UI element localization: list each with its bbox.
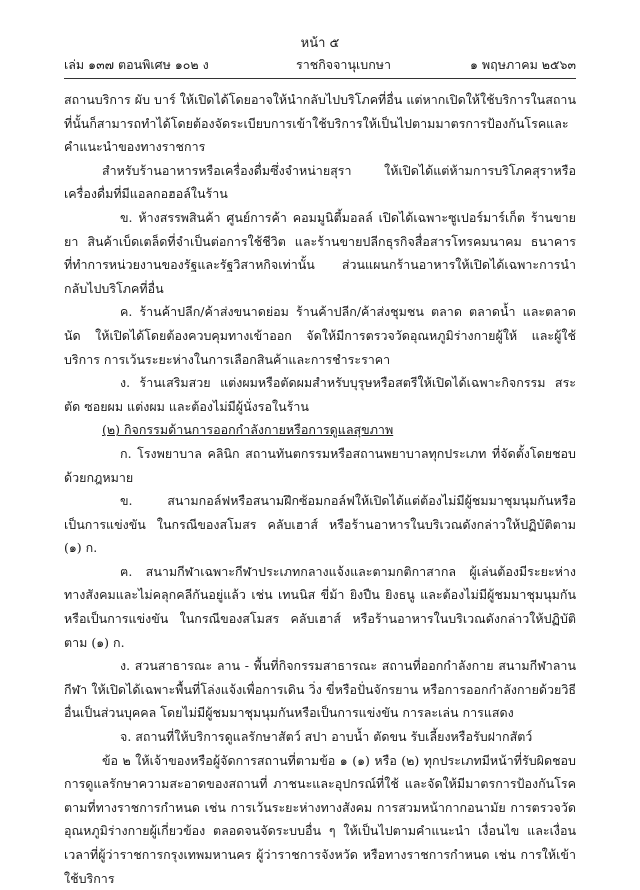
paragraph: จ. สถานที่ให้บริการดูแลรักษาสัตว์ สปา อาบน้ำ ตัดขน รับเลี้ยงหรือรับฝากสัตว์: [120, 729, 533, 745]
paragraph: (๒) กิจกรรมด้านการออกกำลังกายหรือการดูแลสุขภาพ: [102, 422, 394, 438]
paragraph: ข. สนามกอล์ฟหรือสนามฝึกซ้อมกอล์ฟให้เปิดได้แต่ต้องไม่มีผู้ชมมาชุมนุมกันหรือเป็นการแข่งขัน ในกรณีของสโมสร คลับเฮาส์ หรือร้านอาหารในบริเวณดังกล่าวให้ปฏิบัติตาม (๑) ก.: [64, 493, 576, 556]
paragraph: ข. ห้างสรรพสินค้า ศูนย์การค้า คอมมูนิตี้มอลล์ เปิดได้เฉพาะซูเปอร์มาร์เก็ต ร้านขายยา สินค้าเบ็ดเตล็ดที่จำเป็นต่อการใช้ชีวิต และร้านขายปลีกธุรกิจสื่อสารโทรคมนาคม ธนาคาร ที่ทำการหน่วยงานของรัฐและรัฐวิสาหกิจเท่านั้น ส่วนแผนกร้านอาหารให้เปิดได้เฉพาะการนำกลับไปบริโภคที่อื่น: [64, 209, 576, 296]
header-rule: [64, 78, 576, 79]
document-body: [64, 88, 576, 890]
header-volume: เล่ม ๑๓๗ ตอนพิเศษ ๑๐๒ ง: [64, 57, 209, 72]
page-number: หน้า ๕: [300, 36, 340, 51]
paragraph: ค. ร้านค้าปลีก/ค้าส่งขนาดย่อม ร้านค้าปลีก/ค้าส่งชุมชน ตลาด ตลาดน้ำ และตลาดนัด ให้เปิดได้โดยต้องควบคุมทางเข้าออก จัดให้มีการตรวจวัดอุณหภูมิร่างกายผู้ให้ และผู้ใช้บริการ การเว้นระยะห่างในการเลือกสินค้าและการชำระราคา: [64, 304, 576, 367]
paragraph: ง. สวนสาธารณะ ลาน - พื้นที่กิจกรรมสาธารณะ สถานที่ออกกำลังกาย สนามกีฬาลานกีฬา ให้เปิดได้เฉพาะพื้นที่โล่งแจ้งเพื่อการเดิน วิ่ง ขี่หรือปั่นจักรยาน หรือการออกกำลังกายด้วยวิธีอื่นเป็นส่วนบุคคล โดยไม่มีผู้ชมมาชุมนุมกันหรือเป็นการแข่งขัน การละเล่น การแสดง: [64, 658, 576, 721]
paragraph: ก. โรงพยาบาล คลินิก สถานทันตกรรมหรือสถานพยาบาลทุกประเภท ที่จัดตั้งโดยชอบด้วยกฎหมาย: [64, 445, 576, 485]
header-section: ราชกิจจานุเบกษา: [296, 57, 392, 72]
paragraph: ข้อ ๒ ให้เจ้าของหรือผู้จัดการสถานที่ตามข้อ ๑ (๑) หรือ (๒) ทุกประเภทมีหน้าที่รับผิดชอบการดูแลรักษาความสะอาดของสถานที่ ภาชนะและอุปกรณ์ที่ใช้ และจัดให้มีมาตรการป้องกันโรคตามที่ทางราชการกำหนด เช่น การเว้นระยะห่างทางสังคม การสวมหน้ากากอนามัย การตรวจวัดอุณหภูมิร่างกายผู้เกี่ยวข้อง ตลอดจนจัดระบบอื่น ๆ ให้เป็นไปตามคำแนะนำ เงื่อนไข และเงื่อนเวลาที่ผู้ว่าราชการกรุงเทพมหานคร ผู้ว่าราชการจังหวัด หรือทางราชการกำหนด เช่น การให้เข้าใช้บริการ: [64, 752, 576, 886]
paragraph: สถานบริการ ผับ บาร์ ให้เปิดได้โดยอาจให้นำกลับไปบริโภคที่อื่น แต่หากเปิดให้ใช้บริการในสถานที่นั้นก็สามารถทำได้โดยต้องจัดระเบียบการเข้าใช้บริการให้เป็นไปตามมาตรการป้องกันโรคและคำแนะนำของทางราชการ: [64, 92, 576, 155]
header-date: ๑ พฤษภาคม ๒๕๖๓: [470, 57, 576, 72]
page-header: [64, 55, 576, 73]
paragraph: ง. ร้านเสริมสวย แต่งผมหรือตัดผมสำหรับบุรุษหรือสตรีให้เปิดได้เฉพาะกิจกรรม สระ ตัด ซอยผม แต่งผม และต้องไม่มีผู้นั่งรอในร้าน: [64, 375, 576, 414]
paragraph: สำหรับร้านอาหารหรือเครื่องดื่มซึ่งจำหน่ายสุรา ให้เปิดได้แต่ห้ามการบริโภคสุราหรือเครื่องดื่มที่มีแอลกอฮอล์ในร้าน: [64, 162, 576, 202]
paragraph: ฅ. สนามกีฬาเฉพาะกีฬาประเภทกลางแจ้งและตามกติกาสากล ผู้เล่นต้องมีระยะห่างทางสังคมและไม่คลุกคลีกันอยู่แล้ว เช่น เทนนิส ขี่ม้า ยิงปืน ยิงธนู และต้องไม่มีผู้ชมมาชุมนุมกันหรือเป็นการแข่งขัน ในกรณีของสโมสร คลับเฮาส์ หรือร้านอาหารในบริเวณดังกล่าวให้ปฏิบัติตาม (๑) ก.: [64, 563, 576, 650]
